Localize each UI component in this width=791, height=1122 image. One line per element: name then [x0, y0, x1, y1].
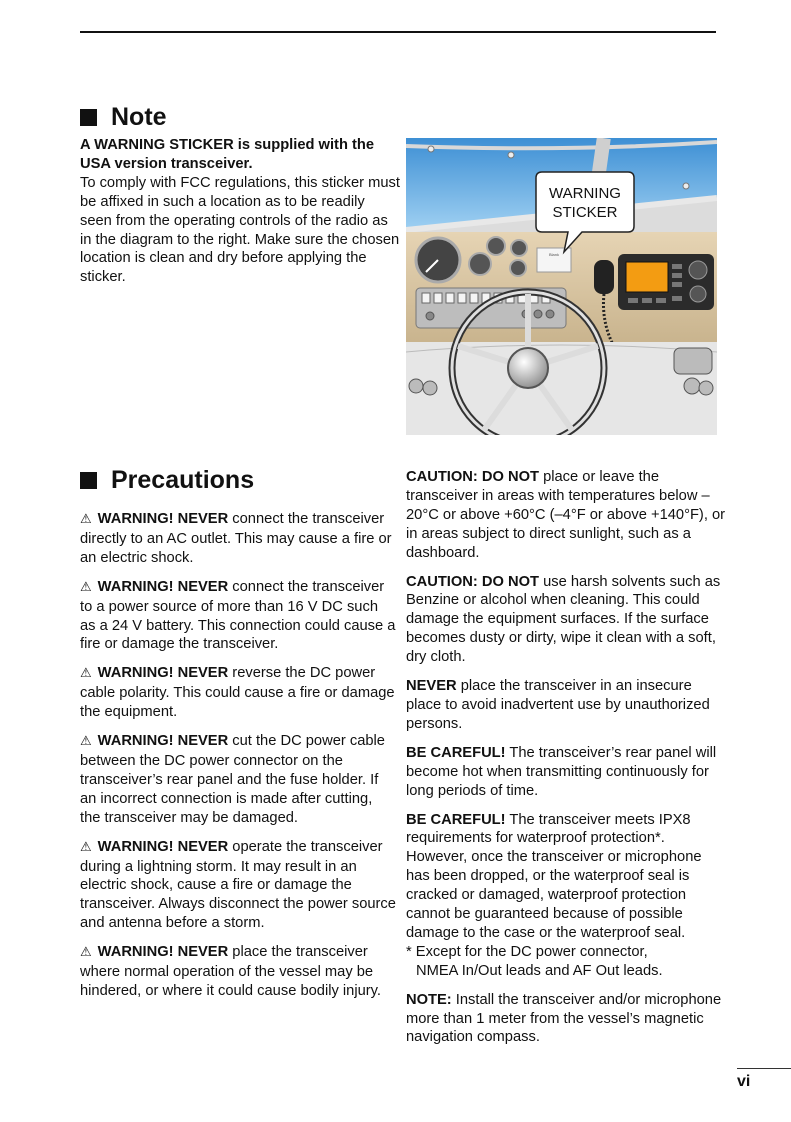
warning-sticker-illustration — [406, 138, 717, 435]
caution-label: BE CAREFUL! — [406, 811, 506, 828]
warning-item — [80, 510, 396, 568]
caution-item — [406, 811, 726, 943]
page-number-rule — [737, 1068, 791, 1069]
sticker-caption: Blank — [548, 252, 560, 257]
warning-label: WARNING! NEVER — [97, 944, 229, 961]
caution-item — [406, 677, 726, 734]
warning-text: place the transceiver where normal operation of the vessel may be hindered, or where it could cause bodily injury. — [80, 944, 381, 999]
square-bullet-icon — [80, 109, 97, 126]
final-note-text: Install the transceiver and/or microphone more than 1 meter from the vessel’s magnetic navigation compass. — [406, 991, 722, 1046]
callout-line-2: STICKER — [552, 204, 618, 221]
note-paragraph: To comply with FCC regulations, this sticker must be affixed in such a location as to be readily seen from the operating controls of the radio as in the diagram to the right. Make sure the chosen location is clean and dry before applying the sticker. — [80, 174, 400, 286]
warning-item — [80, 732, 396, 828]
note-body — [80, 136, 400, 287]
caution-text: The transceiver meets IPX8 requirements for waterproof protection*. However, once the transceiver or microphone has been dropped, or the waterproof seal is cracked or damaged, waterproof protection cannot be guaranteed because of possible damage to the case or the waterproof seal. — [406, 811, 702, 941]
caution-label: NEVER — [406, 678, 457, 695]
warning-label: WARNING! NEVER — [97, 511, 229, 527]
footnote-line-2: NMEA In/Out leads and AF Out leads. — [416, 962, 663, 979]
warning-text: reverse the DC power cable polarity. This could cause a fire or damage the equipment. — [80, 665, 395, 721]
final-note-label: NOTE: — [406, 991, 452, 1008]
caution-text: place or leave the transceiver in areas with temperatures below –20°C or above +60°C (–4°F or above +140°F), or in areas subject to direct sunlight, such as a dashboard. — [406, 469, 726, 561]
caution-label: CAUTION: DO NOT — [406, 573, 539, 590]
note-heading-text: Note — [111, 103, 167, 131]
warning-triangle-icon: ⚠ — [80, 579, 92, 595]
caution-text: use harsh solvents such as Benzine or alcohol when cleaning. This could damage the equipment surfaces. If the surface becomes dusty or dirty, wipe it clean with a soft, dry cloth. — [406, 573, 721, 666]
note-bold-text: A WARNING STICKER is supplied with the USA version transceiver. — [80, 137, 375, 172]
callout-line-1: WARNING — [549, 185, 621, 202]
footnote-line-1: * Except for the DC power connector, — [406, 943, 648, 960]
footnote — [406, 943, 726, 981]
square-bullet-icon — [80, 472, 97, 489]
precautions-heading — [80, 466, 254, 494]
page-number: vi — [737, 1073, 751, 1090]
warning-label: WARNING! NEVER — [97, 665, 229, 682]
final-note — [406, 991, 726, 1048]
transceiver-radio — [618, 254, 714, 310]
note-heading — [80, 103, 167, 131]
warning-triangle-icon: ⚠ — [80, 734, 92, 750]
top-rule — [80, 31, 716, 33]
warning-item — [80, 664, 396, 722]
warning-text: connect the transceiver to a power source of more than 16 V DC such as a 24 V battery. This connection could cause a fire or damage the transceiver. — [80, 578, 396, 653]
warning-item — [80, 578, 396, 655]
warning-label: WARNING! NEVER — [97, 733, 229, 750]
caution-text: The transceiver’s rear panel will become hot when transmitting continuously for long periods of time. — [406, 744, 717, 799]
precautions-heading-text: Precautions — [111, 466, 255, 494]
warning-text: cut the DC power cable between the DC power connector on the transceiver’s rear panel and the fuse holder. If an incorrect connection is made after cutting, the transceiver may be damaged. — [80, 733, 385, 826]
microphone — [594, 260, 614, 294]
warning-item — [80, 943, 396, 1001]
warning-triangle-icon: ⚠ — [80, 945, 92, 961]
caution-label: CAUTION: DO NOT — [406, 469, 539, 485]
precautions-right-column — [406, 468, 726, 1057]
caution-item — [406, 744, 726, 801]
caution-item — [406, 573, 726, 668]
warning-text: operate the transceiver during a lightning storm. It may result in an electric shock, cause a fire or damage the transceiver. Always disconnect the power source and antenna before a storm. — [80, 838, 396, 932]
warning-item — [80, 838, 396, 934]
warning-triangle-icon: ⚠ — [80, 839, 92, 855]
warning-text: connect the transceiver directly to an AC outlet. This may cause a fire or an electric shock. — [80, 511, 392, 566]
warning-triangle-icon: ⚠ — [80, 512, 92, 527]
caution-text: place the transceiver in an insecure place to avoid inadvertent use by unauthorized persons. — [406, 678, 710, 732]
caution-item — [406, 468, 726, 563]
warning-label: WARNING! NEVER — [97, 578, 229, 595]
warning-triangle-icon: ⚠ — [80, 666, 92, 682]
precautions-left-column — [80, 510, 396, 1011]
warning-label: WARNING! NEVER — [97, 838, 229, 855]
caution-label: BE CAREFUL! — [406, 744, 506, 761]
